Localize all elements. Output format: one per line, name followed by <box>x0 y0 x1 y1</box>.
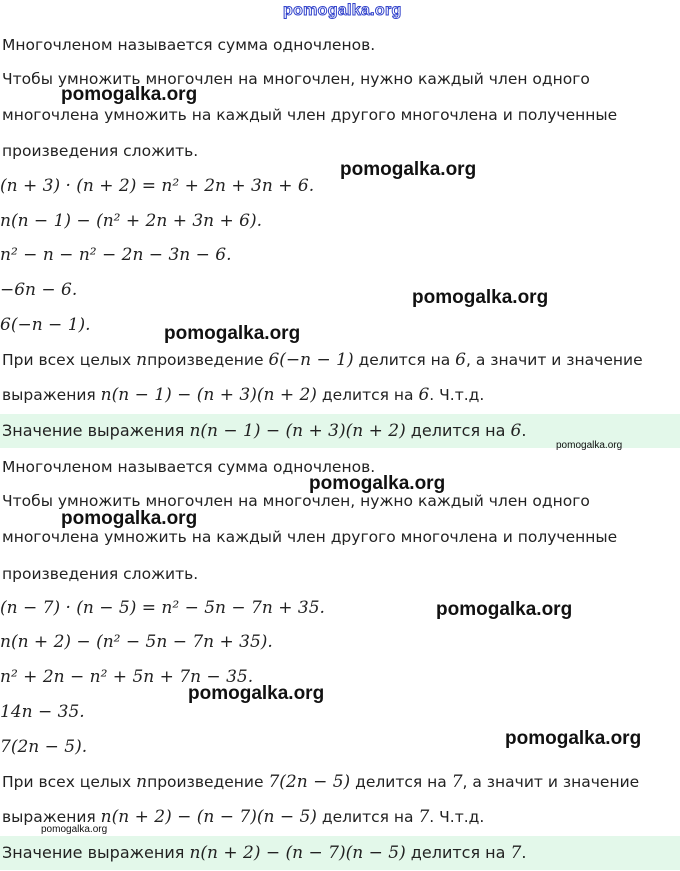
math-number: 6 <box>418 385 430 405</box>
answer-box <box>0 836 680 870</box>
rule-text-line-1: Чтобы умножить многочлен на многочлен, нужно каждый член одного <box>2 492 590 510</box>
conclusion-text: При всех целых <box>2 773 137 791</box>
answer-text: делится на <box>405 421 511 440</box>
answer-text: Значение выражения <box>2 421 190 440</box>
math-step-5: 7(2n − 5). <box>0 737 88 757</box>
conclusion-text: выражения <box>2 808 101 826</box>
watermark: pomogalka.org <box>41 824 108 835</box>
watermark: pomogalka.org <box>188 683 325 704</box>
math-number: 6 <box>510 421 522 441</box>
answer-text: делится на <box>405 843 511 862</box>
math-step-3: n² − n − n² − 2n − 3n − 6. <box>0 245 232 265</box>
answer-text: . <box>521 843 527 862</box>
math-step-4: −6n − 6. <box>0 280 78 300</box>
conclusion-line-1 <box>2 349 643 371</box>
definition-text: Многочленом называется сумма одночленов. <box>2 36 376 54</box>
conclusion-text: делится на <box>316 386 419 404</box>
conclusion-text: При всех целых <box>2 351 137 369</box>
answer-text: . <box>521 421 527 440</box>
answer-text: Значение выражения <box>2 843 190 862</box>
math-step-4: 14n − 35. <box>0 702 85 722</box>
watermark: pomogalka.org <box>340 159 477 180</box>
math-expression: n(n − 1) − (n + 3)(n + 2) <box>189 421 406 441</box>
conclusion-line-2 <box>2 384 484 406</box>
definition-text: Многочленом называется сумма одночленов. <box>2 458 376 476</box>
watermark: pomogalka.org <box>61 84 198 105</box>
math-step-3: n² + 2n − n² + 5n + 7n − 35. <box>0 667 254 687</box>
rule-text-line-2: многочлена умножить на каждый член другого многочлена и полученные <box>2 528 618 546</box>
math-number: 7 <box>418 807 430 827</box>
watermark: pomogalka.org <box>505 728 642 749</box>
conclusion-text: , а значит и значение <box>465 351 643 369</box>
conclusion-text: . Ч.т.д. <box>429 386 485 404</box>
conclusion-text: делится на <box>350 773 452 791</box>
watermark-top[interactable]: pomogalka.org <box>283 2 402 19</box>
math-expression: n(n + 2) − (n − 7)(n − 5) <box>189 843 406 863</box>
watermark: pomogalka.org <box>556 440 623 451</box>
math-number: 7 <box>451 772 463 792</box>
math-step-1: (n − 7) · (n − 5) = n² − 5n − 7n + 35. <box>0 598 325 618</box>
conclusion-text: произведение <box>147 351 269 369</box>
math-expression: 7(2n − 5) <box>268 772 351 792</box>
math-step-5: 6(−n − 1). <box>0 315 91 335</box>
conclusion-text: . Ч.т.д. <box>429 808 485 826</box>
math-expression: n(n − 1) − (n + 3)(n + 2) <box>100 385 317 405</box>
math-expression: n(n + 2) − (n − 7)(n − 5) <box>100 807 317 827</box>
math-step-2: n(n − 1) − (n² + 2n + 3n + 6). <box>0 211 263 231</box>
math-expression: 6(−n − 1) <box>268 350 354 370</box>
conclusion-text: произведение <box>147 773 269 791</box>
watermark: pomogalka.org <box>309 473 446 494</box>
rule-text-line-3: произведения сложить. <box>2 565 199 583</box>
watermark: pomogalka.org <box>412 287 549 308</box>
rule-text-line-3: произведения сложить. <box>2 142 199 160</box>
math-number: 7 <box>510 843 522 863</box>
conclusion-text: делится на <box>316 808 419 826</box>
watermark: pomogalka.org <box>436 599 573 620</box>
rule-text-line-2: многочлена умножить на каждый член другого многочлена и полученные <box>2 106 618 124</box>
watermark: pomogalka.org <box>61 508 198 529</box>
math-step-1: (n + 3) · (n + 2) = n² + 2n + 3n + 6. <box>0 176 315 196</box>
math-variable: n <box>136 772 148 792</box>
conclusion-text: , а значит и значение <box>462 773 640 791</box>
conclusion-text: делится на <box>353 351 456 369</box>
math-number: 6 <box>455 350 466 370</box>
watermark: pomogalka.org <box>164 323 301 344</box>
rule-text-line-1: Чтобы умножить многочлен на многочлен, нужно каждый член одного <box>2 70 590 88</box>
math-variable: n <box>136 350 148 370</box>
math-step-2: n(n + 2) − (n² − 5n − 7n + 35). <box>0 632 273 652</box>
conclusion-line-1 <box>2 771 639 793</box>
conclusion-text: выражения <box>2 386 101 404</box>
